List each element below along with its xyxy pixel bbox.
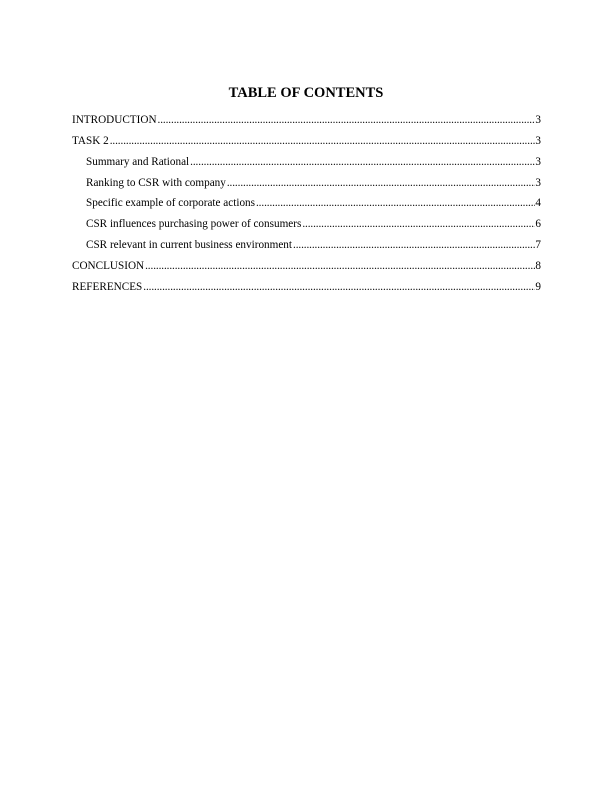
- toc-entry-page: 3: [535, 155, 541, 168]
- toc-entry-label: Ranking to CSR with company: [86, 176, 226, 189]
- toc-entry-label: TASK 2: [72, 134, 109, 147]
- toc-entry-page: 7: [535, 239, 541, 252]
- toc-entry-csr-relevant[interactable]: [72, 238, 541, 259]
- toc-entry-label: REFERENCES: [72, 280, 143, 293]
- toc-entry-label: CONCLUSION: [72, 259, 145, 272]
- toc-entry-page: 3: [535, 134, 541, 147]
- toc-entry-page: 6: [535, 218, 541, 231]
- toc-entry-task-2[interactable]: [72, 134, 541, 155]
- toc-entry-conclusion[interactable]: [72, 259, 541, 280]
- toc-entry-summary-and-rational[interactable]: [72, 155, 541, 176]
- toc-title: TABLE OF CONTENTS: [228, 85, 384, 101]
- toc-dot-leader: [301, 217, 535, 231]
- toc-list: [72, 113, 541, 301]
- toc-dot-leader: [144, 259, 535, 273]
- toc-entry-label: CSR relevant in current business environment: [86, 239, 292, 252]
- toc-dot-leader: [226, 176, 536, 190]
- toc-entry-page: 4: [535, 197, 541, 210]
- toc-entry-page: 3: [535, 176, 541, 189]
- toc-entry-label: Summary and Rational: [86, 155, 190, 168]
- toc-entry-page: 3: [535, 114, 541, 126]
- toc-dot-leader: [292, 238, 535, 252]
- toc-dot-leader: [255, 196, 535, 210]
- toc-entry-page: 9: [535, 280, 541, 293]
- toc-entry-label: Specific example of corporate actions: [86, 197, 255, 210]
- toc-entry-introduction[interactable]: [72, 113, 541, 134]
- toc-entry-label: CSR influences purchasing power of consumers: [86, 218, 302, 231]
- toc-dot-leader: [142, 280, 535, 294]
- toc-dot-leader: [189, 155, 535, 169]
- toc-entry-references[interactable]: [72, 280, 541, 301]
- toc-dot-leader: [109, 134, 536, 148]
- toc-entry-label: INTRODUCTION: [72, 114, 157, 126]
- toc-dot-leader: [157, 113, 536, 127]
- toc-entry-specific-example[interactable]: [72, 196, 541, 217]
- toc-entry-page: 8: [535, 259, 541, 272]
- toc-entry-ranking-to-csr[interactable]: [72, 176, 541, 197]
- toc-entry-csr-influences[interactable]: [72, 217, 541, 238]
